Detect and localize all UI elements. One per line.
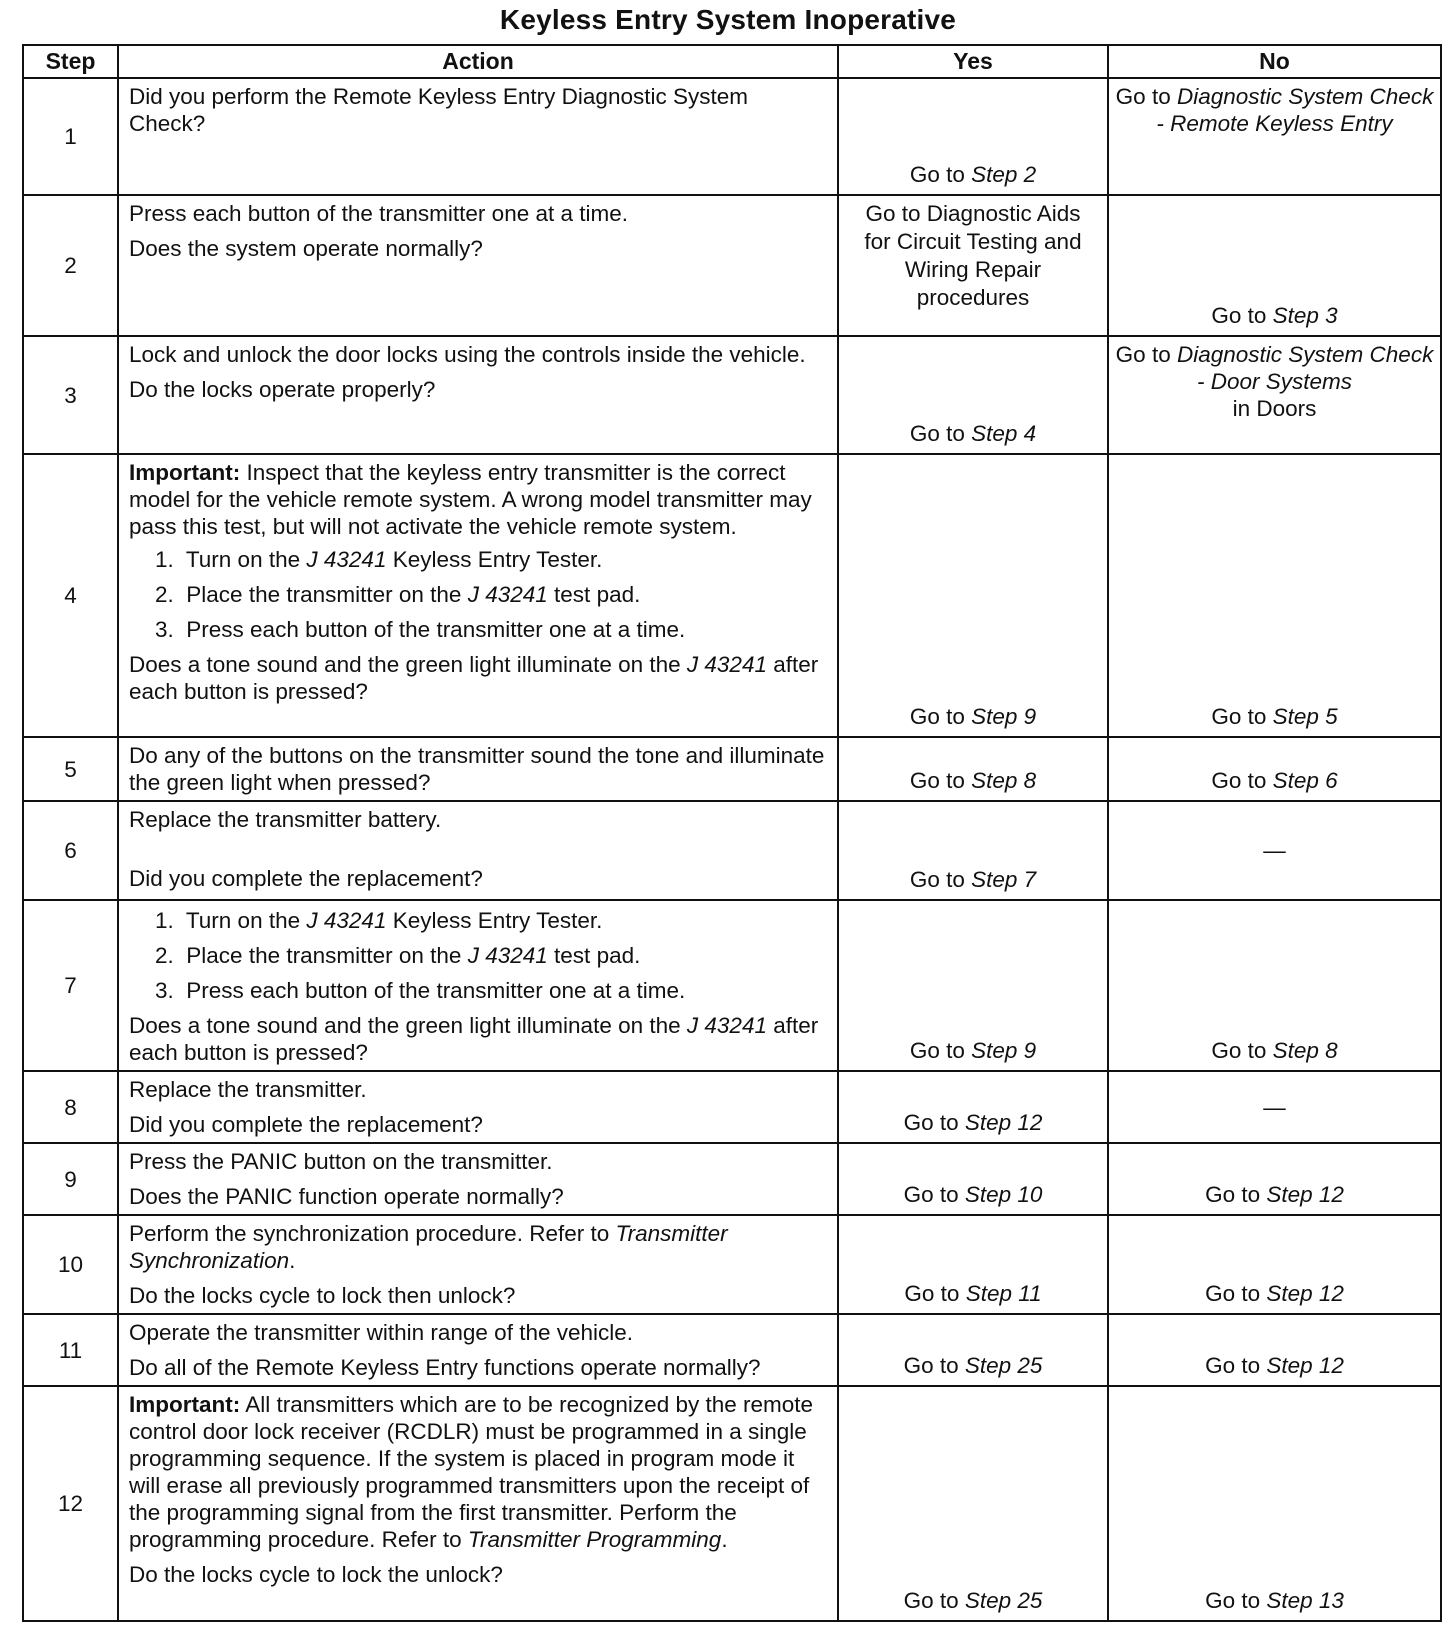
instruction-text: Lock and unlock the door locks using the controls inside the vehicle. [129,342,806,367]
step-number: 9 [23,1143,118,1215]
go-to-label: Go to [903,1353,959,1378]
question-text: Do all of the Remote Keyless Entry functions operate normally? [129,1355,761,1380]
question-text: Do the locks cycle to lock the unlock? [129,1562,503,1587]
yes-cell [838,1314,1108,1386]
go-to-label: Go to [1205,1353,1261,1378]
step-number: 8 [23,1071,118,1143]
important-label: Important: [129,1392,241,1417]
step-number: 4 [23,454,118,737]
procedure-list [129,907,829,1004]
go-to-label: Go to [1115,342,1171,367]
instruction-text: Replace the transmitter battery. [129,807,442,832]
action-cell [118,1314,838,1386]
action-cell [118,78,838,195]
important-text: Inspect that the keyless entry transmitter is the correct model for the vehicle remote system. A wrong model transmitter may pass this test, but will not activate the vehicle remote system. [129,460,812,539]
reference-link: Transmitter Programming [467,1527,722,1552]
yes-cell [838,78,1108,195]
list-item: 2. Place the transmitter on the J 43241 test pad. [155,943,641,968]
go-to-label: Go to [909,421,965,446]
question-text: Do any of the buttons on the transmitter sound the tone and illuminate the green light when pressed? [129,743,825,795]
yes-cell [838,1215,1108,1314]
diagnostic-table [22,44,1442,1622]
header-action: Action [118,45,838,78]
go-to-label: Go to [1205,1588,1261,1613]
question-text: Do the locks operate properly? [129,377,436,402]
go-to-label: Go to [1211,1038,1267,1063]
instruction-text: Press each button of the transmitter one at a time. [129,201,629,226]
yes-target: Step 11 [965,1281,1042,1306]
no-target: Step 12 [1266,1281,1344,1306]
yes-cell [838,195,1108,336]
question-text: Did you complete the replacement? [129,866,483,891]
yes-target: Step 25 [964,1588,1043,1613]
no-target: Step 6 [1272,768,1338,793]
list-item: 3. Press each button of the transmitter one at a time. [155,617,686,642]
question-text: Did you perform the Remote Keyless Entry Diagnostic System Check? [129,84,748,136]
header-row [23,45,1441,78]
yes-cell [838,900,1108,1071]
go-to-label: Go to [1211,303,1267,328]
header-step: Step [23,45,118,78]
no-cell [1108,1314,1441,1386]
yes-target: Step 4 [971,421,1037,446]
yes-cell [838,1071,1108,1143]
question-text: Does a tone sound and the green light illuminate on the J 43241 after each button is pressed? [129,1013,819,1065]
tool-name: J 43241 [306,547,387,572]
yes-target: Step 7 [971,867,1037,892]
question-text: Does a tone sound and the green light illuminate on the J 43241 after each button is pressed? [129,652,819,704]
procedure-list [129,546,829,643]
go-to-label: Go to [904,1281,960,1306]
no-target: Diagnostic System Check - Door Systems [1176,342,1434,394]
yes-target: Step 25 [964,1353,1043,1378]
step-number: 3 [23,336,118,454]
important-label: Important: [129,460,241,485]
step-number: 11 [23,1314,118,1386]
no-suffix: in Doors [1232,396,1317,421]
tool-name: J 43241 [686,1013,767,1038]
table-row [23,454,1441,737]
action-cell [118,454,838,737]
yes-target: Step 12 [964,1110,1043,1135]
action-cell [118,336,838,454]
tool-name: J 43241 [306,908,387,933]
yes-cell [838,454,1108,737]
header-no: No [1108,45,1441,78]
reference-link: Transmitter Synchronization [129,1221,728,1273]
no-cell [1108,801,1441,900]
important-note [129,459,829,540]
go-to-label: Go to [1115,84,1171,109]
dash-text: — [1263,838,1286,863]
list-item: 2. Place the transmitter on the J 43241 test pad. [155,582,641,607]
step-number: 6 [23,801,118,900]
table-row [23,1314,1441,1386]
tool-name: J 43241 [686,652,767,677]
no-target: Step 3 [1272,303,1338,328]
table-row [23,1143,1441,1215]
no-cell [1108,900,1441,1071]
step-number: 10 [23,1215,118,1314]
important-text: All transmitters which are to be recognized by the remote control door lock receiver (RCDLR) must be programmed in a single programming sequence. If the system is placed in program mode it will erase all previously programmed transmitters upon the receipt of the programming signal from the first transmitter. Perform the programming procedure. Refer to [129,1392,814,1552]
question-text: Did you complete the replacement? [129,1112,483,1137]
table-row [23,1215,1441,1314]
table-row [23,900,1441,1071]
no-target: Step 8 [1272,1038,1338,1063]
tool-name: J 43241 [467,582,548,607]
list-item: 1. Turn on the J 43241 Keyless Entry Tester. [155,908,603,933]
yes-target: Step 10 [964,1182,1043,1207]
table-row [23,1386,1441,1621]
no-cell [1108,737,1441,801]
no-target: Step 13 [1266,1588,1344,1613]
step-number: 1 [23,78,118,195]
go-to-label: Go to [909,768,965,793]
go-to-label: Go to [1211,768,1267,793]
go-to-label: Go to [903,1110,959,1135]
action-cell [118,737,838,801]
yes-target: Step 2 [971,162,1037,187]
step-number: 2 [23,195,118,336]
no-cell [1108,1143,1441,1215]
instruction-text: Replace the transmitter. [129,1077,367,1102]
action-cell [118,1071,838,1143]
no-cell [1108,1071,1441,1143]
action-cell [118,801,838,900]
header-yes: Yes [838,45,1108,78]
table-row [23,801,1441,900]
action-cell [118,195,838,336]
table-row [23,195,1441,336]
step-number: 5 [23,737,118,801]
yes-cell [838,1143,1108,1215]
table-row [23,1071,1441,1143]
go-to-label: Go to [1211,704,1267,729]
tool-name: J 43241 [467,943,548,968]
list-item: 3. Press each button of the transmitter one at a time. [155,978,686,1003]
go-to-label: Go to [903,1588,959,1613]
action-cell [118,900,838,1071]
no-target: Step 12 [1266,1353,1344,1378]
table-row [23,336,1441,454]
yes-cell [838,336,1108,454]
no-cell [1108,336,1441,454]
yes-target: Step 9 [971,704,1037,729]
no-target: Step 12 [1266,1182,1344,1207]
action-cell [118,1143,838,1215]
yes-target: Step 8 [971,768,1037,793]
instruction-text: Perform the synchronization procedure. Refer to Transmitter Synchronization. [129,1221,728,1273]
no-cell [1108,1215,1441,1314]
go-to-label: Go to [909,1038,965,1063]
page-title: Keyless Entry System Inoperative [499,4,957,35]
yes-text: Go to Diagnostic Aids for Circuit Testing and Wiring Repair procedures [864,201,1082,311]
question-text: Does the PANIC function operate normally? [129,1184,564,1209]
step-number: 7 [23,900,118,1071]
action-cell [118,1386,838,1621]
go-to-label: Go to [909,162,965,187]
no-cell [1108,78,1441,195]
go-to-label: Go to [909,867,965,892]
dash-text: — [1263,1094,1286,1120]
table-row [23,737,1441,801]
go-to-label: Go to [903,1182,959,1207]
yes-target: Step 9 [971,1038,1037,1063]
go-to-label: Go to [909,704,965,729]
question-text: Does the system operate normally? [129,236,483,261]
yes-cell [838,737,1108,801]
go-to-label: Go to [1205,1281,1261,1306]
yes-cell [838,1386,1108,1621]
action-cell [118,1215,838,1314]
list-item: 1. Turn on the J 43241 Keyless Entry Tester. [155,547,603,572]
instruction-text: Operate the transmitter within range of the vehicle. [129,1320,634,1345]
yes-cell [838,801,1108,900]
question-text: Do the locks cycle to lock then unlock? [129,1283,516,1308]
no-target: Step 5 [1272,704,1338,729]
important-note: Important: All transmitters which are to be recognized by the remote control door lock receiver (RCDLR) must be programmed in a single programming sequence. If the system is placed in program mode it will erase all previously programmed transmitters upon the receipt of the programming signal from the first transmitter. Perform the programming procedure. Refer to Transmitter Programming. [129,1392,814,1552]
step-number: 12 [23,1386,118,1621]
no-target: Diagnostic System Check - Remote Keyless Entry [1156,84,1434,136]
no-cell [1108,1386,1441,1621]
no-cell [1108,195,1441,336]
table-row [23,78,1441,195]
no-cell [1108,454,1441,737]
instruction-text: Press the PANIC button on the transmitter. [129,1149,553,1174]
go-to-label: Go to [1205,1182,1261,1207]
